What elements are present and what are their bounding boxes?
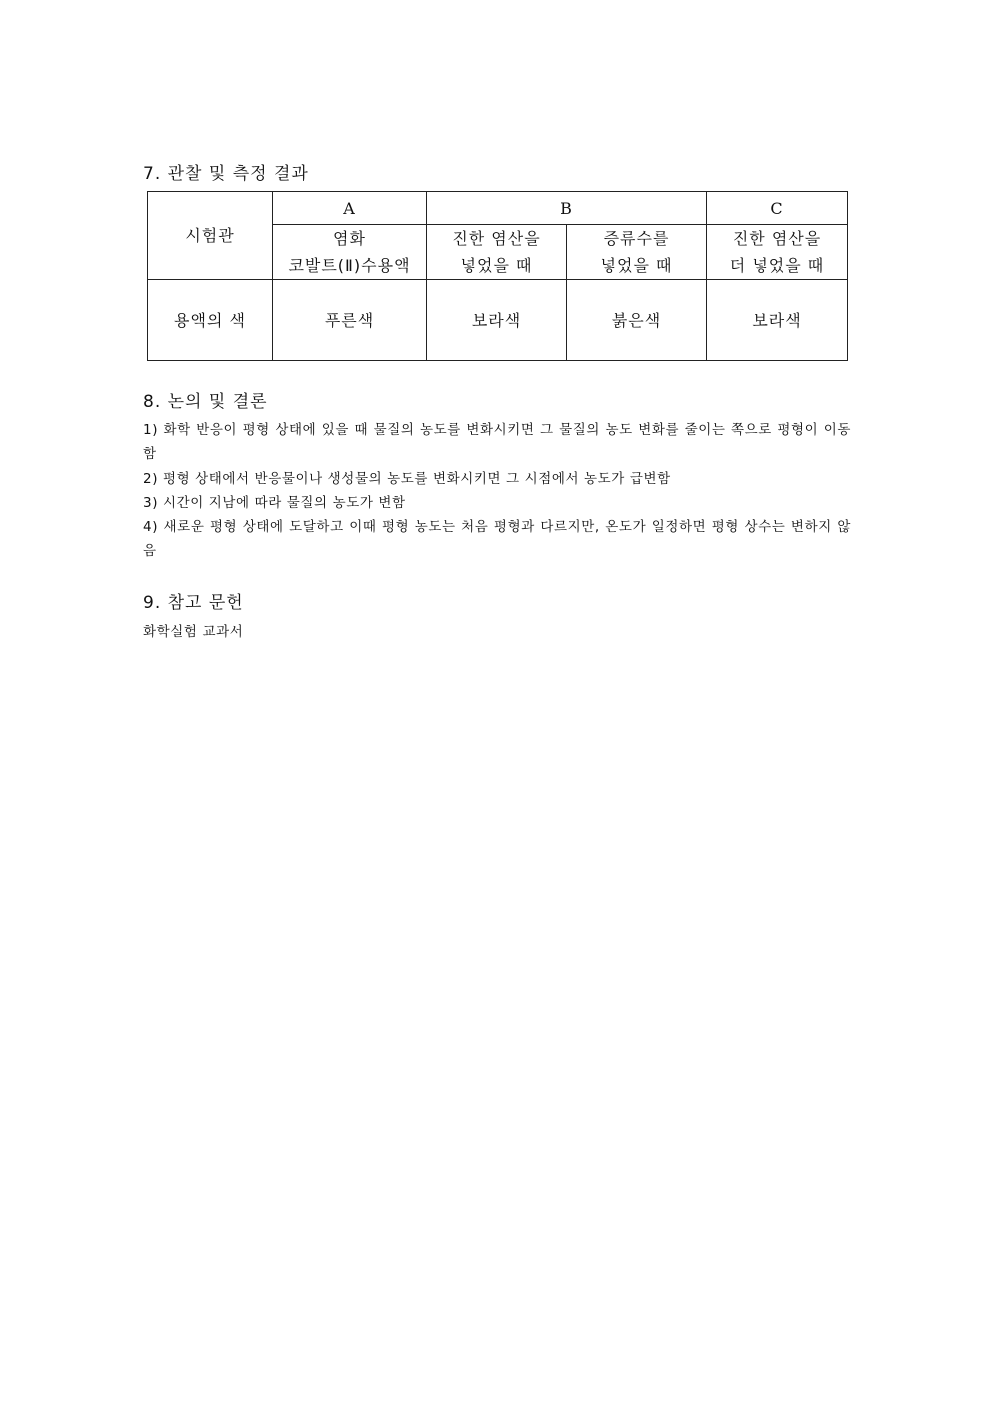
conclusion-item-4: 4) 새로운 평형 상태에 도달하고 이때 평형 농도는 처음 평형과 다르지만, 온도가 일정하면 평형 상수는 변하지 않음 (143, 519, 851, 559)
conclusion-item-3: 3) 시간이 지남에 따라 물질의 농도가 변함 (143, 495, 406, 511)
row-header-solution-color: 용액의 색 (148, 280, 273, 361)
col-c-line2: 더 넣었을 때 (729, 256, 825, 275)
color-b1-cell: 보라색 (427, 280, 567, 361)
col-a-line1: 염화 (333, 229, 366, 248)
col-b2-condition (567, 225, 707, 280)
conclusion-item-2: 2) 평형 상태에서 반응물이나 생성물의 농도를 변화시키면 그 시점에서 농도가 급변함 (143, 471, 671, 487)
col-a-condition (273, 225, 427, 280)
section-8-heading: 8. 논의 및 결론 (143, 392, 268, 412)
col-b1-line1: 진한 염산을 (452, 229, 541, 248)
conclusion-item-1: 1) 화학 반응이 평형 상태에 있을 때 물질의 농도를 변화시키면 그 물질의 농도 변화를 줄이는 쪽으로 평형이 이동함 (143, 422, 851, 462)
section-7-heading: 7. 관찰 및 측정 결과 (143, 164, 309, 184)
color-c-cell: 보라색 (707, 280, 848, 361)
col-b1-line2: 넣었을 때 (460, 256, 533, 275)
group-c-header: C (707, 192, 848, 225)
group-b-header: B (427, 192, 707, 225)
col-c-condition (707, 225, 848, 280)
results-table (147, 191, 848, 361)
reference-text: 화학실험 교과서 (143, 624, 244, 640)
color-a-cell: 푸른색 (273, 280, 427, 361)
section-9-heading: 9. 참고 문헌 (143, 593, 244, 613)
col-b2-line2: 넣었을 때 (600, 256, 673, 275)
group-a-header: A (273, 192, 427, 225)
col-a-line2: 코발트(Ⅱ)수용액 (288, 256, 411, 275)
row-header-test-tube: 시험관 (148, 192, 273, 280)
col-b2-line1: 증류수를 (603, 229, 670, 248)
color-b2-cell: 붉은색 (567, 280, 707, 361)
col-b1-condition (427, 225, 567, 280)
col-c-line1: 진한 염산을 (732, 229, 822, 248)
